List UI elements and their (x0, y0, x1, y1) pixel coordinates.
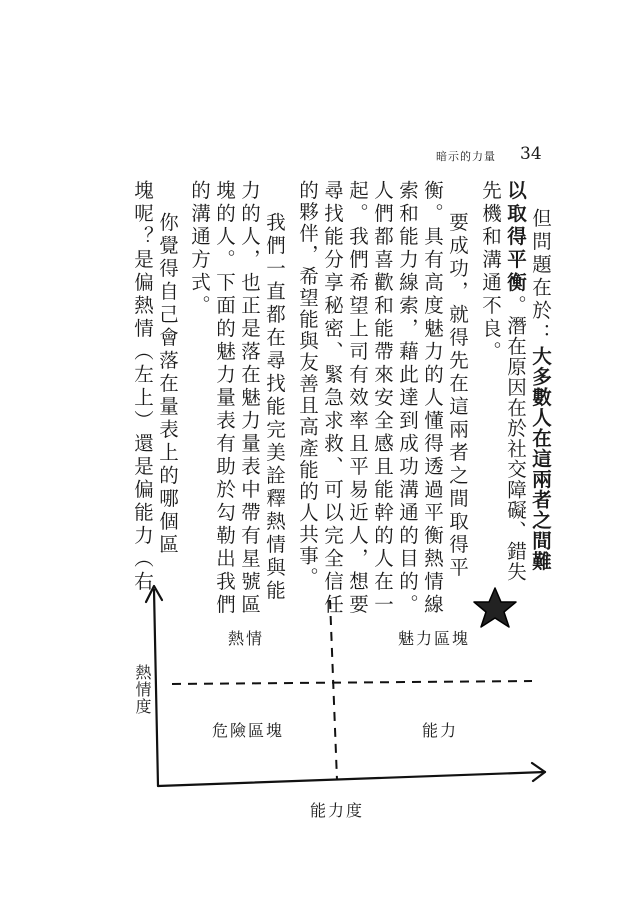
column-4-text: 要成功，就得先在這兩者之間取得平 (446, 212, 469, 580)
y-axis-line (154, 590, 158, 786)
column-1-text: 但問題在於： (529, 208, 552, 346)
text-column-10 (295, 180, 319, 589)
text-column-2 (503, 180, 527, 582)
horizontal-divider (172, 681, 532, 684)
column-13-text: 塊的人。下面的魅力量表有助於勾勒出我們 (213, 180, 236, 617)
text-column-9 (320, 180, 344, 617)
page-number: 34 (520, 144, 542, 164)
column-6-text: 索和能力線索，藉此達到成功溝通的目的。 (396, 180, 419, 617)
text-column-8 (345, 180, 369, 617)
text-column-3 (478, 180, 502, 364)
text-column-7 (370, 180, 394, 617)
column-2-text: 。潛在原因在於社交障礙、錯失 (504, 295, 527, 582)
text-column-15 (155, 212, 179, 557)
text-column-4 (445, 212, 469, 580)
text-column-13 (212, 180, 236, 617)
column-7-text: 人們都喜歡和能帶來安全感且能幹的人在一 (371, 180, 394, 617)
emphasis-text-1: 大多數人在這兩者之間難 (529, 346, 552, 572)
charisma-scale-diagram (133, 578, 560, 828)
text-column-11 (262, 212, 286, 603)
column-15-text: 你覺得自己會落在量表上的哪個區 (156, 212, 179, 557)
text-column-16 (130, 180, 154, 594)
quadrant-label-passion: 熱情 (228, 629, 265, 648)
column-8-text: 起。我們希望上司有效率且平易近人，想要 (346, 180, 369, 617)
vertical-divider (330, 600, 337, 780)
column-12-text: 力的人，也正是落在魅力量表中帶有星號區 (238, 180, 261, 617)
text-column-12 (237, 180, 261, 617)
column-16-text: 塊呢？是偏熱情（左上）還是偏能力（右 (131, 180, 154, 594)
diagram-lines (140, 578, 560, 828)
column-5-text: 衡。具有高度魅力的人懂得透過平衡熱情線 (421, 180, 444, 617)
column-14-text: 的溝通方式。 (188, 180, 211, 318)
column-9-text: 尋找能分享秘密、緊急求救、可以完全信任 (321, 180, 344, 617)
body-text (0, 180, 637, 617)
emphasis-text-2: 以取得平衡 (504, 180, 527, 295)
text-column-1 (528, 208, 552, 572)
y-axis-label: 熱情度 (133, 664, 152, 715)
text-column-14 (187, 180, 211, 318)
x-axis-label: 能力度 (310, 801, 365, 820)
x-axis-line (158, 772, 545, 786)
quadrant-label-competence: 能力 (422, 721, 459, 740)
column-11-text: 我們一直都在尋找能完美詮釋熱情與能 (263, 212, 286, 603)
column-10-text: 的夥伴，希望能與友善且高產能的人共事。 (296, 180, 319, 589)
column-3-text: 先機和溝通不良。 (479, 180, 502, 364)
text-column-6 (395, 180, 419, 617)
quadrant-label-charisma-zone: 魅力區塊 (398, 629, 471, 648)
running-head (0, 72, 637, 164)
text-column-5 (420, 180, 444, 617)
chapter-title: 暗示的力量 (436, 150, 496, 163)
star-icon (474, 588, 516, 627)
quadrant-label-danger-zone: 危險區塊 (212, 721, 285, 740)
